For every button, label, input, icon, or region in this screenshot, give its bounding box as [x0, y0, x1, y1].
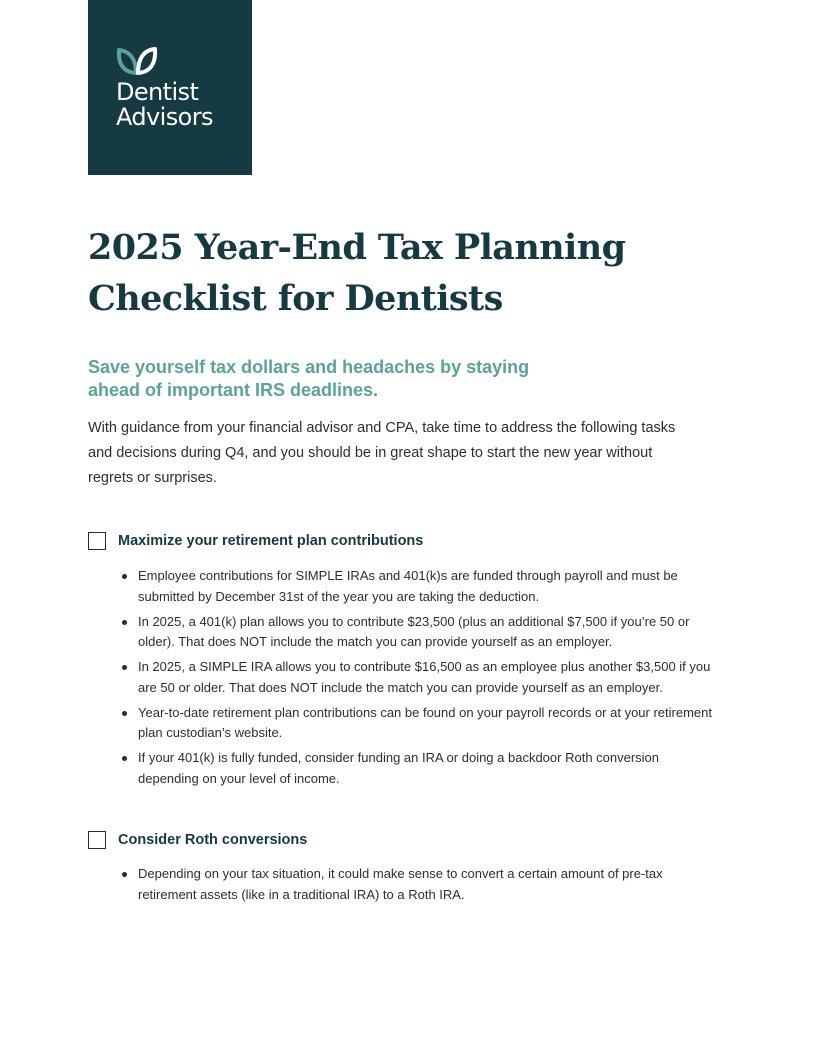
logo: [88, 0, 252, 175]
checklist-section-retirement: [88, 530, 728, 786]
section-title: Consider Roth conversions: [118, 832, 308, 848]
section-header: [88, 829, 728, 851]
list-item: Depending on your tax situation, it could make sense to convert a certain amount of pre-tax retirement assets (like in a traditional IRA) to a Roth IRA.: [138, 864, 723, 905]
checkbox[interactable]: [88, 831, 106, 849]
list-item: Employee contributions for SIMPLE IRAs and 401(k)s are funded through payroll and must be submitted by December 31st of the year you are taking the deduction.: [138, 566, 723, 607]
checklist-section-roth: [88, 829, 728, 902]
section-title: Maximize your retirement plan contributions: [118, 533, 424, 549]
page-title: 2025 Year-End Tax Planning Checklist for Dentists: [88, 227, 626, 319]
logo-wordmark: [116, 80, 213, 130]
logo-line-2: Advisors: [116, 103, 213, 131]
section-header: [88, 530, 728, 552]
list-item: Year-to-date retirement plan contributions can be found on your payroll records or at your retirement plan custodian’s website.: [138, 703, 723, 744]
logo-line-1: Dentist: [116, 78, 199, 106]
list-item: In 2025, a SIMPLE IRA allows you to contribute $16,500 as an employee plus another $3,500 if you are 50 or older. That does NOT include the match you can provide yourself as an employer.: [138, 657, 723, 698]
bullet-list: [138, 566, 723, 794]
list-item: If your 401(k) is fully funded, consider funding an IRA or doing a backdoor Roth conversion depending on your level of income.: [138, 748, 723, 789]
subtitle: Save yourself tax dollars and headaches by staying ahead of important IRS deadlines.: [88, 357, 530, 400]
bullet-list: [138, 864, 723, 910]
checkbox[interactable]: [88, 532, 106, 550]
list-item: In 2025, a 401(k) plan allows you to contribute $23,500 (plus an additional $7,500 if you’re 50 or older). That does NOT include the match you can provide yourself as an employer.: [138, 612, 723, 653]
intro-paragraph: With guidance from your financial advisor and CPA, take time to address the following tasks and decisions during Q4, and you should be in great shape to start the new year without regrets or surprises.: [88, 420, 676, 486]
leaf-logo-icon: [116, 46, 160, 76]
